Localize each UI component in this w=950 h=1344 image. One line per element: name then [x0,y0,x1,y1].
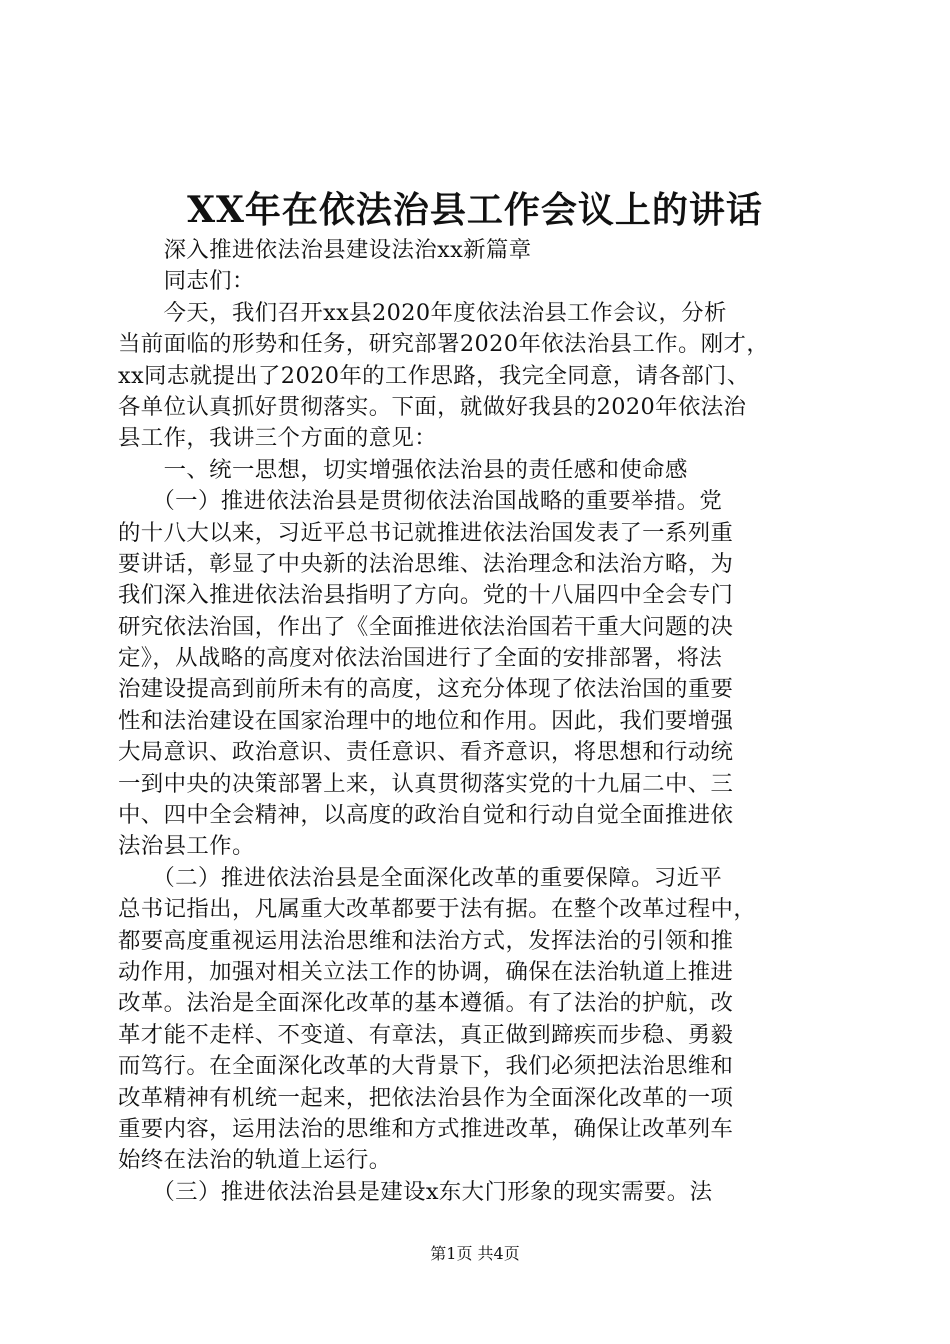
body-line: 县工作，我讲三个方面的意见： [118,425,438,452]
body-line: 重要内容，运用法治的思维和方式推进改革，确保让改革列车 [118,1115,734,1142]
page-number: 第1页 共4页 [430,1244,520,1263]
document-body [118,235,832,1208]
body-line: xx同志就提出了2020年的工作思路，我完全同意，请各部门、 [118,362,750,389]
body-line: 总书记指出，凡属重大改革都要于法有据。在整个改革过程中， [118,896,757,923]
document-title: XX年在依法治县工作会议上的讲话 [187,189,763,231]
body-line: 治建设提高到前所未有的高度，这充分体现了依法治国的重要 [118,676,734,703]
body-line: 革才能不走样、不变道、有章法，真正做到蹄疾而步稳、勇毅 [118,1021,734,1048]
body-line: 而笃行。在全面深化改革的大背景下，我们必须把法治思维和 [118,1053,734,1080]
body-line: 一到中央的决策部署上来，认真贯彻落实党的十九届二中、三 [118,770,734,797]
body-line: 的十八大以来，习近平总书记就推进依法治国发表了一系列重 [118,519,734,546]
body-line: 中、四中全会精神，以高度的政治自觉和行动自觉全面推进依 [118,802,734,829]
body-line: 改革。法治是全面深化改革的基本遵循。有了法治的护航，改 [118,990,734,1017]
body-line: 定》，从战略的高度对依法治国进行了全面的安排部署，将法 [118,645,723,672]
body-line: 要讲话，彰显了中央新的法治思维、法治理念和法治方略，为 [118,550,734,577]
body-line: （二）推进依法治县是全面深化改革的重要保障。习近平 [118,864,723,891]
body-line: 我们深入推进依法治县指明了方向。党的十八届四中全会专门 [118,582,734,609]
body-line: 法治县工作。 [118,833,255,860]
body-line: 各单位认真抓好贯彻落实。下面，就做好我县的2020年依法治 [118,393,747,420]
body-line: 始终在法治的轨道上运行。 [118,1147,392,1174]
body-line: （三）推进依法治县是建设x东大门形象的现实需要。法 [118,1178,713,1205]
body-line: 深入推进依法治县建设法治xx新篇章 [118,237,532,263]
body-line: 性和法治建设在国家治理中的地位和作用。因此，我们要增强 [118,707,734,734]
body-line: 当前面临的形势和任务，研究部署2020年依法治县工作。刚才， [118,331,770,358]
body-line: 动作用，加强对相关立法工作的协调，确保在法治轨道上推进 [118,958,734,985]
body-line: 都要高度重视运用法治思维和法治方式，发挥法治的引领和推 [118,927,734,954]
body-line: 同志们： [118,268,255,295]
body-line: 今天，我们召开xx县2020年度依法治县工作会议，分析 [118,299,727,326]
body-line: （一）推进依法治县是贯彻依法治国战略的重要举措。党 [118,488,723,515]
body-line: 大局意识、政治意识、责任意识、看齐意识，将思想和行动统 [118,739,734,766]
body-line: 研究依法治国，作出了《全面推进依法治国若干重大问题的决 [118,613,734,640]
body-line: 一、统一思想，切实增强依法治县的责任感和使命感 [118,456,688,483]
body-line: 改革精神有机统一起来，把依法治县作为全面深化改革的一项 [118,1084,734,1111]
